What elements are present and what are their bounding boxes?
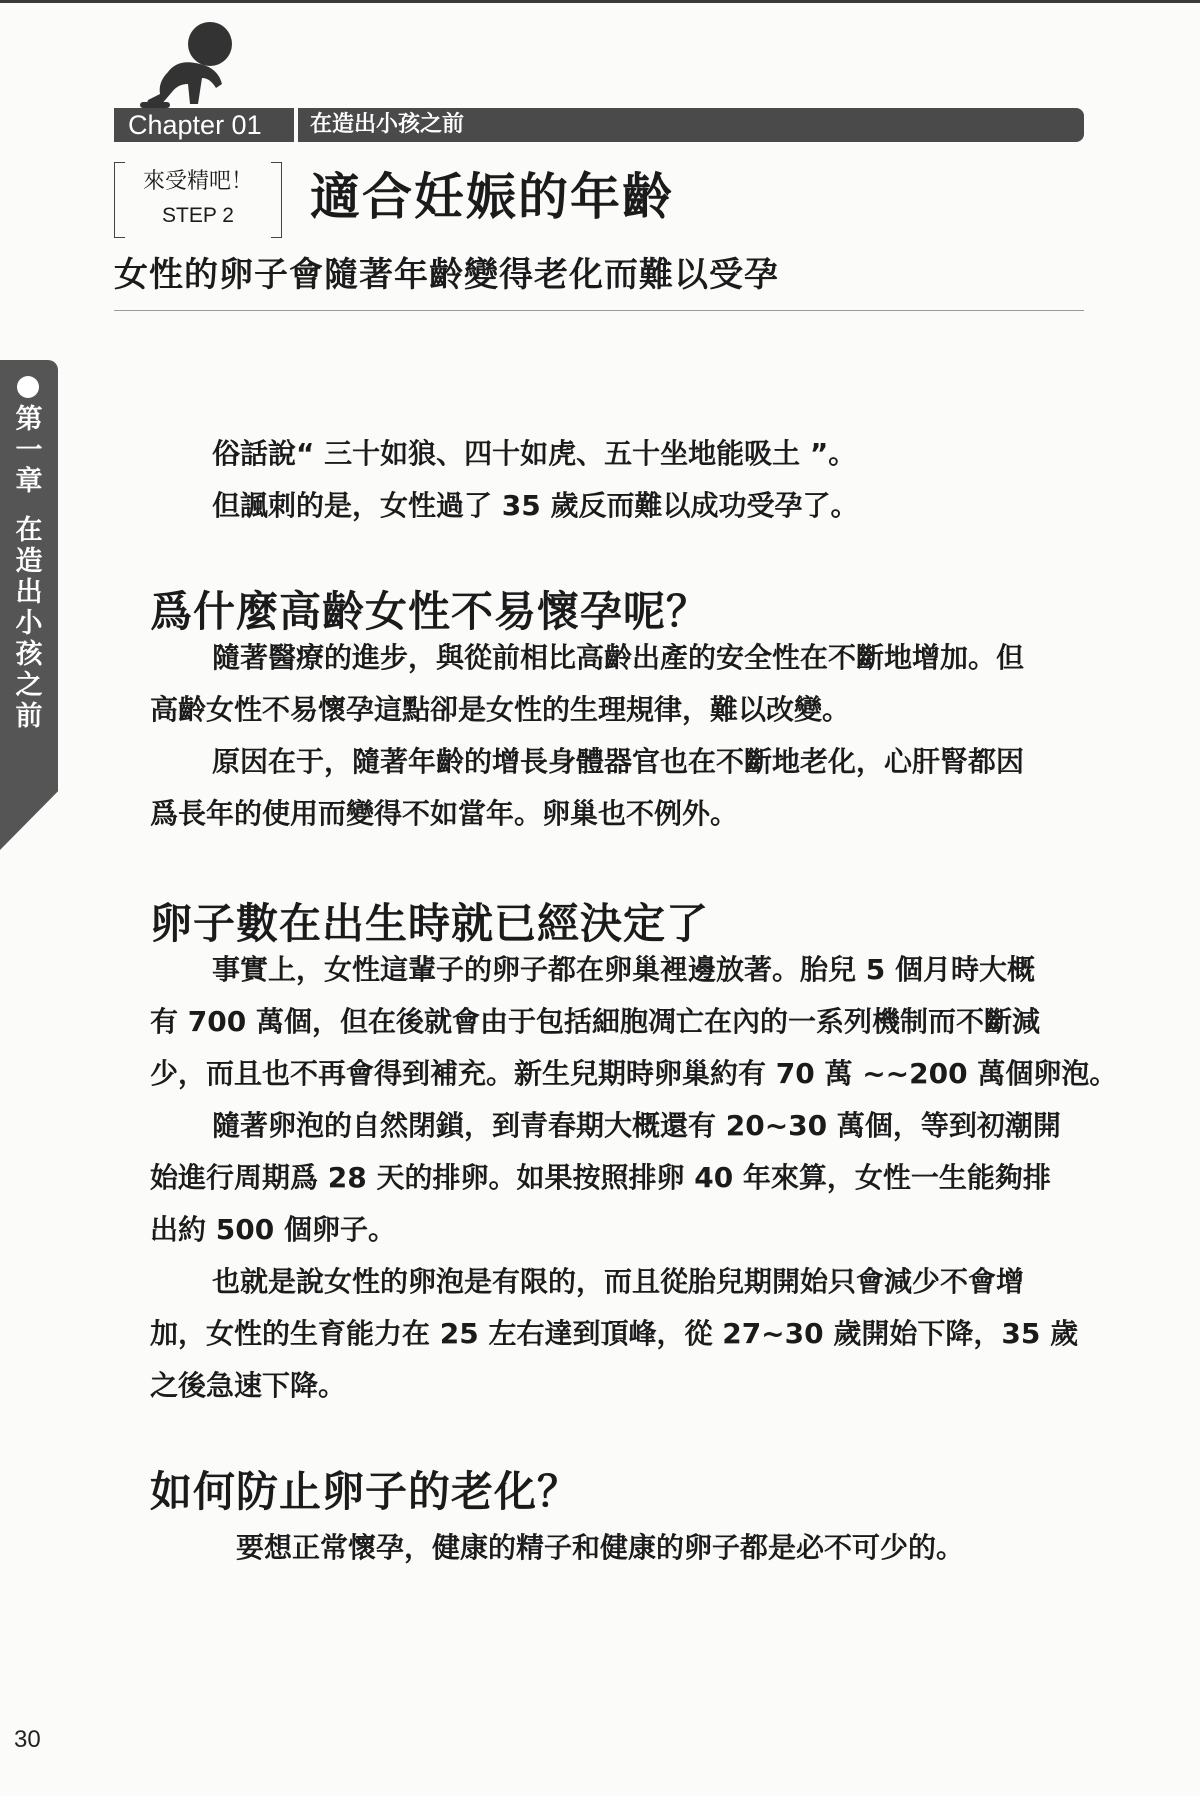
text-line: 高齡女性不易懷孕這點卻是女性的生理規律，難以改變。 bbox=[150, 693, 851, 726]
side-tab-chapter: 第一章 bbox=[15, 404, 43, 497]
side-tab-title: 在造出小孩之前 bbox=[15, 515, 43, 732]
text-line: 事實上，女性這輩子的卵子都在卵巢裡邊放著。胎兒 5 個月時大概 bbox=[212, 953, 1035, 986]
section-heading: 如何防止卵子的老化？ bbox=[150, 1467, 581, 1516]
page-number: 30 bbox=[14, 1726, 41, 1753]
top-border bbox=[0, 0, 1200, 3]
step-box bbox=[114, 162, 282, 236]
text-line: 原因在于，隨著年齡的增長身體器官也在不斷地老化，心肝腎都因 bbox=[212, 745, 1025, 778]
title-divider bbox=[114, 310, 1084, 311]
section-body bbox=[150, 632, 1100, 840]
chapter-label: Chapter 01 bbox=[128, 110, 262, 140]
chapter-header-bar bbox=[114, 108, 1084, 142]
bullet-dot-icon bbox=[17, 376, 39, 398]
step-caption: 來受精吧！ bbox=[142, 169, 253, 194]
intro-paragraph bbox=[212, 428, 1162, 532]
text-line: 始進行周期爲 28 天的排卵。如果按照排卵 40 年來算，女性一生能夠排 bbox=[150, 1161, 1051, 1194]
text-line: 隨著醫療的進步，與從前相比高齡出產的安全性在不斷地增加。但 bbox=[212, 641, 1025, 674]
section-heading: 爲什麼高齡女性不易懷孕呢？ bbox=[150, 587, 710, 636]
text-line: 少，而且也不再會得到補充。新生兒期時卵巢約有 70 萬 ~~200 萬個卵泡。 bbox=[150, 1057, 1118, 1090]
text-line: 之後急速下降。 bbox=[150, 1369, 347, 1402]
text-line: 出約 500 個卵子。 bbox=[150, 1213, 396, 1246]
text-line: 也就是說女性的卵泡是有限的，而且從胎兒期開始只會減少不會增 bbox=[212, 1265, 1025, 1298]
text-line: 有 700 萬個，但在後就會由于包括細胞凋亡在內的一系列機制而不斷減 bbox=[150, 1005, 1040, 1038]
section-heading: 卵子數在出生時就已經決定了 bbox=[150, 899, 710, 948]
section-body bbox=[236, 1522, 1186, 1574]
page-title: 適合妊娠的年齡 bbox=[310, 168, 674, 226]
text-line: 爲長年的使用而變得不如當年。卵巢也不例外。 bbox=[150, 797, 739, 830]
intro-line: 俗話說“ 三十如狼、四十如虎、五十坐地能吸土 ”。 bbox=[212, 437, 857, 470]
side-tab-text bbox=[14, 404, 44, 732]
step-number: STEP 2 bbox=[162, 204, 234, 227]
text-line: 要想正常懷孕，健康的精子和健康的卵子都是必不可少的。 bbox=[236, 1531, 965, 1564]
section-body bbox=[150, 944, 1118, 1412]
chapter-separator bbox=[294, 108, 298, 142]
chapter-title: 在造出小孩之前 bbox=[310, 112, 465, 137]
text-line: 隨著卵泡的自然閉鎖，到青春期大概還有 20~30 萬個，等到初潮開 bbox=[212, 1109, 1061, 1142]
text-line: 加，女性的生育能力在 25 左右達到頂峰，從 27~30 歲開始下降，35 歲 bbox=[150, 1317, 1079, 1350]
intro-line: 但諷刺的是，女性過了 35 歲反而難以成功受孕了。 bbox=[212, 489, 859, 522]
page-subtitle: 女性的卵子會隨著年齡變得老化而難以受孕 bbox=[114, 255, 779, 295]
crawling-baby-icon bbox=[138, 22, 248, 110]
